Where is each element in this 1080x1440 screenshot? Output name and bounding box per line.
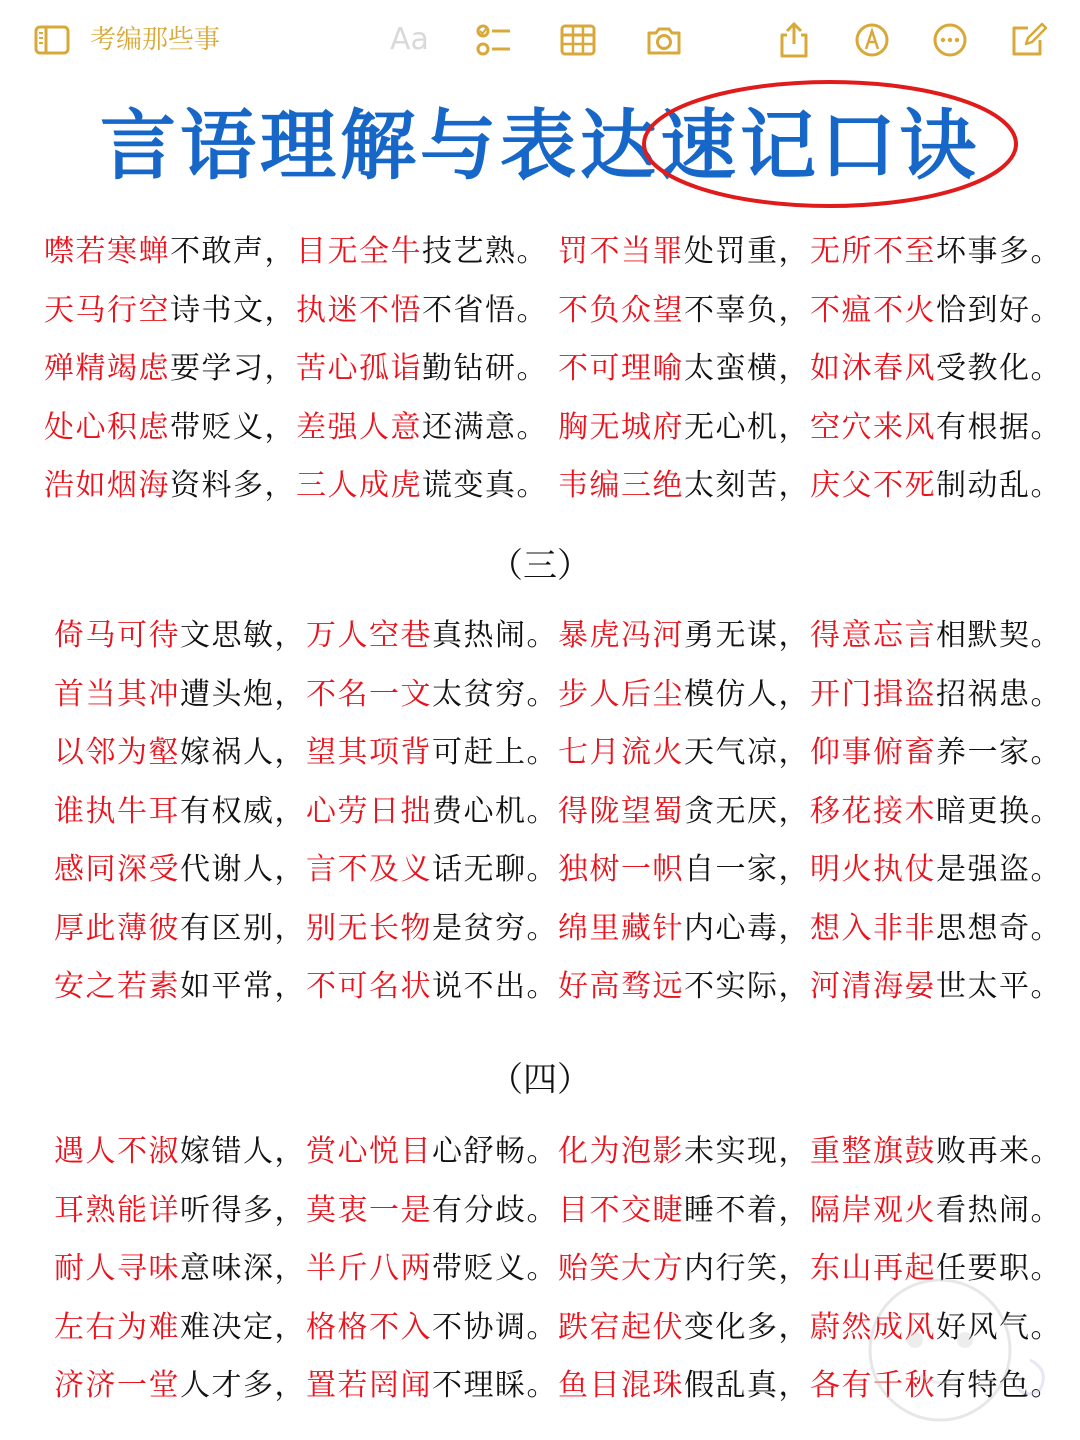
idiom: 好高骛远 [558,969,684,1004]
idiom: 东山再起 [810,1251,936,1286]
verse-left [54,607,558,665]
idiom: 胸无城府 [558,409,684,445]
meaning: 相默契。 [936,618,1062,653]
verse-right [558,1240,1062,1298]
meaning: 勤钻研。 [422,351,548,386]
meaning: 恰到好。 [936,292,1062,328]
meaning: 是强盗。 [936,852,1062,887]
verse-left [54,958,558,1016]
meaning: 嫁祸人， [180,735,306,770]
meaning: 养一家。 [936,735,1062,770]
verse-left [54,1182,558,1240]
title-circled: 速记口诀 [660,101,980,190]
verse-right [558,607,1062,665]
meaning: 有分歧。 [432,1192,558,1228]
idiom: 移花接木 [810,793,936,829]
verse-row [0,1123,1080,1182]
idiom: 跌宕起伏 [558,1309,684,1345]
verse-row [0,783,1080,842]
verse-row [0,457,1080,516]
meaning: 勇无谋， [684,618,810,653]
verse-left [54,841,558,899]
meaning: 不理睬。 [432,1368,558,1403]
idiom: 噤若寒蝉 [44,234,170,269]
verse-row [0,1299,1080,1358]
idiom: 无所不至 [810,234,936,269]
meaning: 说不出。 [432,969,558,1004]
meaning: 意味深， [180,1251,306,1286]
verse-row [0,399,1080,458]
verse-left [44,399,548,457]
meaning: 代谢人， [180,852,306,887]
idiom: 得陇望蜀 [558,793,684,829]
idiom: 步人后尘 [558,676,684,712]
verse-section-1 [0,223,1080,516]
verse-row [0,340,1080,399]
meaning: 带贬义。 [432,1251,558,1286]
idiom: 倚马可待 [54,618,180,653]
idiom: 不瘟不火 [810,292,936,328]
verse-left [54,1357,558,1415]
verse-right [558,1299,1062,1357]
meaning: 思想奇。 [936,910,1062,946]
meaning: 文思敏， [180,618,306,653]
meaning: 嫁错人， [180,1134,306,1169]
idiom: 独树一帜 [558,852,684,887]
meaning: 处罚重， [684,234,810,269]
idiom: 苦心孤诣 [296,351,422,386]
more-options-icon[interactable] [928,18,972,62]
verse-row [0,724,1080,783]
verse-row [0,841,1080,900]
idiom: 不负众望 [558,292,684,328]
idiom: 仰事俯畜 [810,735,936,770]
verse-right [558,783,1062,841]
verse-right [558,340,1062,398]
idiom: 格格不入 [306,1309,432,1345]
idiom: 如沐春风 [810,351,936,386]
meaning: 内行笑， [684,1251,810,1286]
verse-row [0,666,1080,725]
meaning: 自一家， [684,852,810,887]
verse-right [558,223,1062,281]
meaning: 不敢声， [170,234,296,269]
idiom: 谁执牛耳 [54,793,180,829]
meaning: 谎变真。 [422,468,548,503]
folder-name[interactable]: 考编那些事 [90,25,221,55]
idiom: 得意忘言 [810,618,936,653]
notes-toolbar [0,0,1080,80]
verse-right [558,282,1062,340]
meaning: 假乱真， [684,1368,810,1403]
meaning: 有区别， [180,910,306,946]
meaning: 不辜负， [684,292,810,328]
meaning: 听得多， [180,1192,306,1228]
verse-right [558,666,1062,724]
meaning: 太贫穷。 [432,676,558,712]
meaning: 有根据。 [936,409,1062,445]
verse-left [54,783,558,841]
section-heading-4: （四） [489,1060,591,1100]
idiom: 首当其冲 [54,676,180,712]
verse-row [0,607,1080,666]
meaning: 看热闹。 [936,1192,1062,1228]
section-heading-3: （三） [489,546,591,586]
meaning: 不省悟。 [422,292,548,328]
idiom: 河清海晏 [810,969,936,1004]
idiom: 济济一堂 [54,1368,180,1403]
idiom: 目无全牛 [296,234,422,269]
meaning: 败再来。 [936,1134,1062,1169]
idiom: 耳熟能详 [54,1192,180,1228]
meaning: 可赶上。 [432,735,558,770]
idiom: 贻笑大方 [558,1251,684,1286]
verse-row [0,900,1080,959]
idiom: 化为泡影 [558,1134,684,1169]
meaning: 话无聊。 [432,852,558,887]
meaning: 太蛮横， [684,351,810,386]
verse-left [54,724,558,782]
meaning: 模仿人， [684,676,810,712]
verse-row [0,1357,1080,1416]
idiom: 耐人寻味 [54,1251,180,1286]
verse-left [54,1299,558,1357]
meaning: 人才多， [180,1368,306,1403]
idiom: 天马行空 [44,292,170,328]
sidebar-toggle-icon[interactable] [30,18,74,62]
verse-left [44,282,548,340]
verse-left [54,900,558,958]
format-button[interactable]: Aa [390,22,429,57]
verse-row [0,958,1080,1017]
meaning: 真热闹。 [432,618,558,653]
idiom: 殚精竭虑 [44,351,170,386]
idiom: 明火执仗 [810,852,936,887]
meaning: 技艺熟。 [422,234,548,269]
idiom: 厚此薄彼 [54,910,180,946]
idiom: 七月流火 [558,735,684,770]
table-icon[interactable] [556,18,600,62]
idiom: 浩如烟海 [44,468,170,503]
share-icon[interactable] [772,18,816,62]
verse-section-2 [0,607,1080,1017]
camera-icon[interactable] [642,18,686,62]
meaning: 贪无厌， [684,793,810,829]
idiom: 绵里藏针 [558,910,684,946]
meaning: 还满意。 [422,409,548,445]
idiom: 蔚然成风 [810,1309,936,1345]
meaning: 不协调。 [432,1309,558,1345]
idiom: 左右为难 [54,1309,180,1345]
verse-left [54,1240,558,1298]
meaning: 世太平。 [936,969,1062,1004]
verse-right [558,724,1062,782]
idiom: 心劳日拙 [306,793,432,829]
idiom: 感同深受 [54,852,180,887]
idiom: 赏心悦目 [306,1134,432,1169]
meaning: 任要职。 [936,1251,1062,1286]
idiom: 庆父不死 [810,468,936,503]
meaning: 无心机， [684,409,810,445]
meaning: 受教化。 [936,351,1062,386]
meaning: 难决定， [180,1309,306,1345]
verse-row [0,1182,1080,1241]
meaning: 要学习， [170,351,296,386]
title-main: 言语理解与表达 [100,101,660,190]
idiom: 半斤八两 [306,1251,432,1286]
verse-row [0,282,1080,341]
idiom: 不可理喻 [558,351,684,386]
idiom: 隔岸观火 [810,1192,936,1228]
verse-right [558,1182,1062,1240]
idiom: 鱼目混珠 [558,1368,684,1403]
idiom: 不名一文 [306,676,432,712]
idiom: 各有千秋 [810,1368,936,1403]
meaning: 变化多， [684,1309,810,1345]
idiom: 重整旗鼓 [810,1134,936,1169]
red-circle-annotation [640,78,1020,210]
verse-right [558,900,1062,958]
idiom: 望其项背 [306,735,432,770]
idiom: 想入非非 [810,910,936,946]
meaning: 坏事多。 [936,234,1062,269]
meaning: 不实际， [684,969,810,1004]
meaning: 天气凉， [684,735,810,770]
verse-left [44,223,548,281]
verse-section-3 [0,1123,1080,1416]
meaning: 未实现， [684,1134,810,1169]
idiom: 暴虎冯河 [558,618,684,653]
meaning: 如平常， [180,969,306,1004]
verse-right [558,841,1062,899]
idiom: 以邻为壑 [54,735,180,770]
meaning: 好风气。 [936,1309,1062,1345]
idiom: 空穴来风 [810,409,936,445]
meaning: 有权威， [180,793,306,829]
meaning: 制动乱。 [936,468,1062,503]
idiom: 开门揖盗 [810,676,936,712]
verse-row [0,223,1080,282]
checklist-icon[interactable] [472,18,516,62]
idiom: 三人成虎 [296,468,422,503]
idiom: 处心积虑 [44,409,170,445]
idiom: 言不及义 [306,852,432,887]
verse-right [558,958,1062,1016]
verse-left [44,340,548,398]
meaning: 暗更换。 [936,793,1062,829]
meaning: 睡不着， [684,1192,810,1228]
idiom: 韦编三绝 [558,468,684,503]
idiom: 差强人意 [296,409,422,445]
idiom: 不可名状 [306,969,432,1004]
idiom: 执迷不悟 [296,292,422,328]
meaning: 是贫穷。 [432,910,558,946]
verse-left [54,666,558,724]
verse-left [44,457,548,515]
meaning: 资料多， [170,468,296,503]
verse-row [0,1240,1080,1299]
idiom: 置若罔闻 [306,1368,432,1403]
idiom: 安之若素 [54,969,180,1004]
meaning: 太刻苦， [684,468,810,503]
verse-right [558,1357,1062,1415]
idiom: 遇人不淑 [54,1134,180,1169]
idiom: 罚不当罪 [558,234,684,269]
verse-left [54,1123,558,1181]
meaning: 带贬义， [170,409,296,445]
meaning: 心舒畅。 [432,1134,558,1169]
verse-right [558,1123,1062,1181]
verse-right [558,399,1062,457]
meaning: 招祸患。 [936,676,1062,712]
idiom: 目不交睫 [558,1192,684,1228]
meaning: 费心机。 [432,793,558,829]
idiom: 万人空巷 [306,618,432,653]
meaning: 遭头炮， [180,676,306,712]
markup-pen-icon[interactable] [850,18,894,62]
meaning: 诗书文， [170,292,296,328]
idiom: 别无长物 [306,910,432,946]
meaning: 有特色。 [936,1368,1062,1403]
compose-icon[interactable] [1008,18,1052,62]
verse-right [558,457,1062,515]
idiom: 莫衷一是 [306,1192,432,1228]
meaning: 内心毒， [684,910,810,946]
